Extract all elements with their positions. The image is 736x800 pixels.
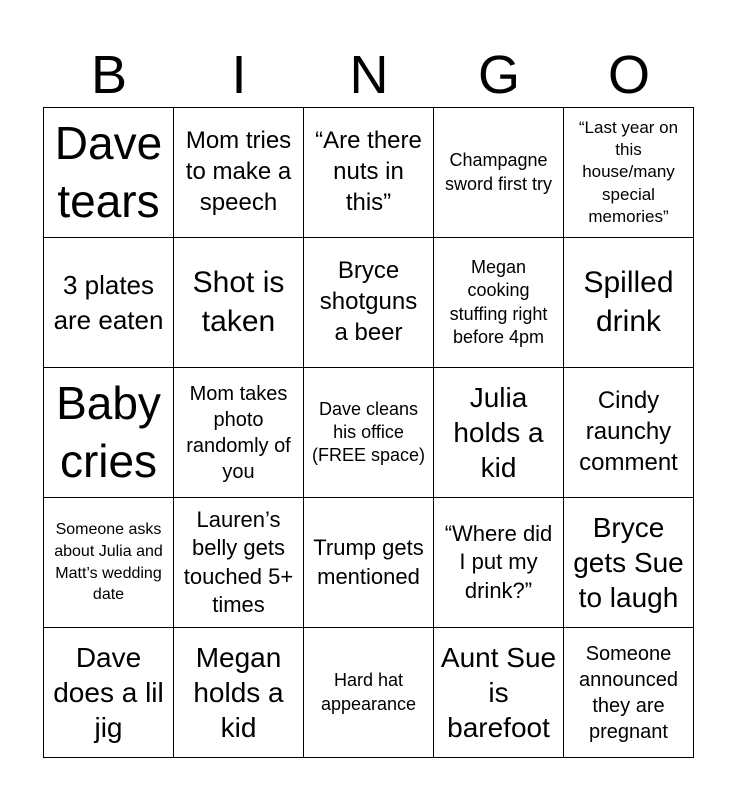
cell-text: Julia holds a kid xyxy=(453,382,544,483)
cell-text: Aunt Sue is barefoot xyxy=(440,642,557,743)
bingo-cell[interactable] xyxy=(564,238,694,368)
header-letter-n: N xyxy=(349,45,389,105)
bingo-cell[interactable] xyxy=(304,498,434,628)
bingo-cell[interactable] xyxy=(174,498,304,628)
bingo-cell[interactable] xyxy=(174,628,304,758)
bingo-cell[interactable] xyxy=(174,368,304,498)
bingo-cell[interactable] xyxy=(434,108,564,238)
header-letter-i: I xyxy=(231,45,247,105)
bingo-cell[interactable] xyxy=(304,368,434,498)
cell-text: Someone announced they are pregnant xyxy=(579,642,678,743)
bingo-cell[interactable] xyxy=(434,498,564,628)
bingo-cell[interactable] xyxy=(564,108,694,238)
cell-text: “Last year on this house/many special memories” xyxy=(578,118,679,226)
bingo-cell[interactable] xyxy=(304,238,434,368)
bingo-cell[interactable] xyxy=(304,108,434,238)
bingo-header xyxy=(44,42,694,108)
cell-text: Champagne sword first try xyxy=(444,150,552,194)
bingo-cell[interactable] xyxy=(434,628,564,758)
bingo-cell[interactable] xyxy=(564,498,694,628)
bingo-cell[interactable] xyxy=(174,238,304,368)
header-letter-b: B xyxy=(90,45,128,105)
bingo-cell[interactable] xyxy=(44,368,174,498)
cell-text: Shot is taken xyxy=(192,266,285,338)
header-letter-g: G xyxy=(477,45,520,105)
header-letter-o: O xyxy=(607,45,650,105)
cell-text: “Where did I put my drink?” xyxy=(444,521,553,603)
cell-text: Megan holds a kid xyxy=(193,642,284,743)
bingo-cell[interactable] xyxy=(564,368,694,498)
bingo-cell[interactable] xyxy=(304,628,434,758)
cell-text: Mom tries to make a speech xyxy=(185,127,292,216)
cell-text: 3 plates are eaten xyxy=(53,270,164,335)
bingo-cell[interactable] xyxy=(44,628,174,758)
cell-text: Baby cries xyxy=(56,377,161,487)
bingo-cell[interactable] xyxy=(44,108,174,238)
cell-text: Mom takes photo randomly of you xyxy=(186,382,291,483)
cell-text: Dave cleans his office (FREE space) xyxy=(311,398,426,466)
cell-text: Spilled drink xyxy=(583,266,674,338)
bingo-cell[interactable] xyxy=(44,238,174,368)
bingo-cell[interactable] xyxy=(434,368,564,498)
cell-text: “Are there nuts in this” xyxy=(315,127,422,216)
bingo-cell[interactable] xyxy=(564,628,694,758)
bingo-cell[interactable] xyxy=(44,498,174,628)
cell-text: Hard hat appearance xyxy=(320,670,417,714)
cell-text: Bryce shotguns a beer xyxy=(319,257,418,346)
bingo-cell[interactable] xyxy=(434,238,564,368)
cell-text: Bryce gets Sue to laugh xyxy=(573,512,684,613)
bingo-cell[interactable] xyxy=(174,108,304,238)
cell-text: Cindy raunchy comment xyxy=(579,387,678,476)
cell-text: Megan cooking stuffing right before 4pm xyxy=(449,257,548,347)
bingo-board xyxy=(43,107,694,758)
cell-text: Dave tears xyxy=(54,117,163,227)
cell-text: Someone asks about Julia and Matt’s wedding date xyxy=(54,521,163,604)
cell-text: Trump gets mentioned xyxy=(313,535,424,589)
cell-text: Dave does a lil jig xyxy=(53,642,164,743)
cell-text: Lauren’s belly gets touched 5+ times xyxy=(183,507,294,617)
